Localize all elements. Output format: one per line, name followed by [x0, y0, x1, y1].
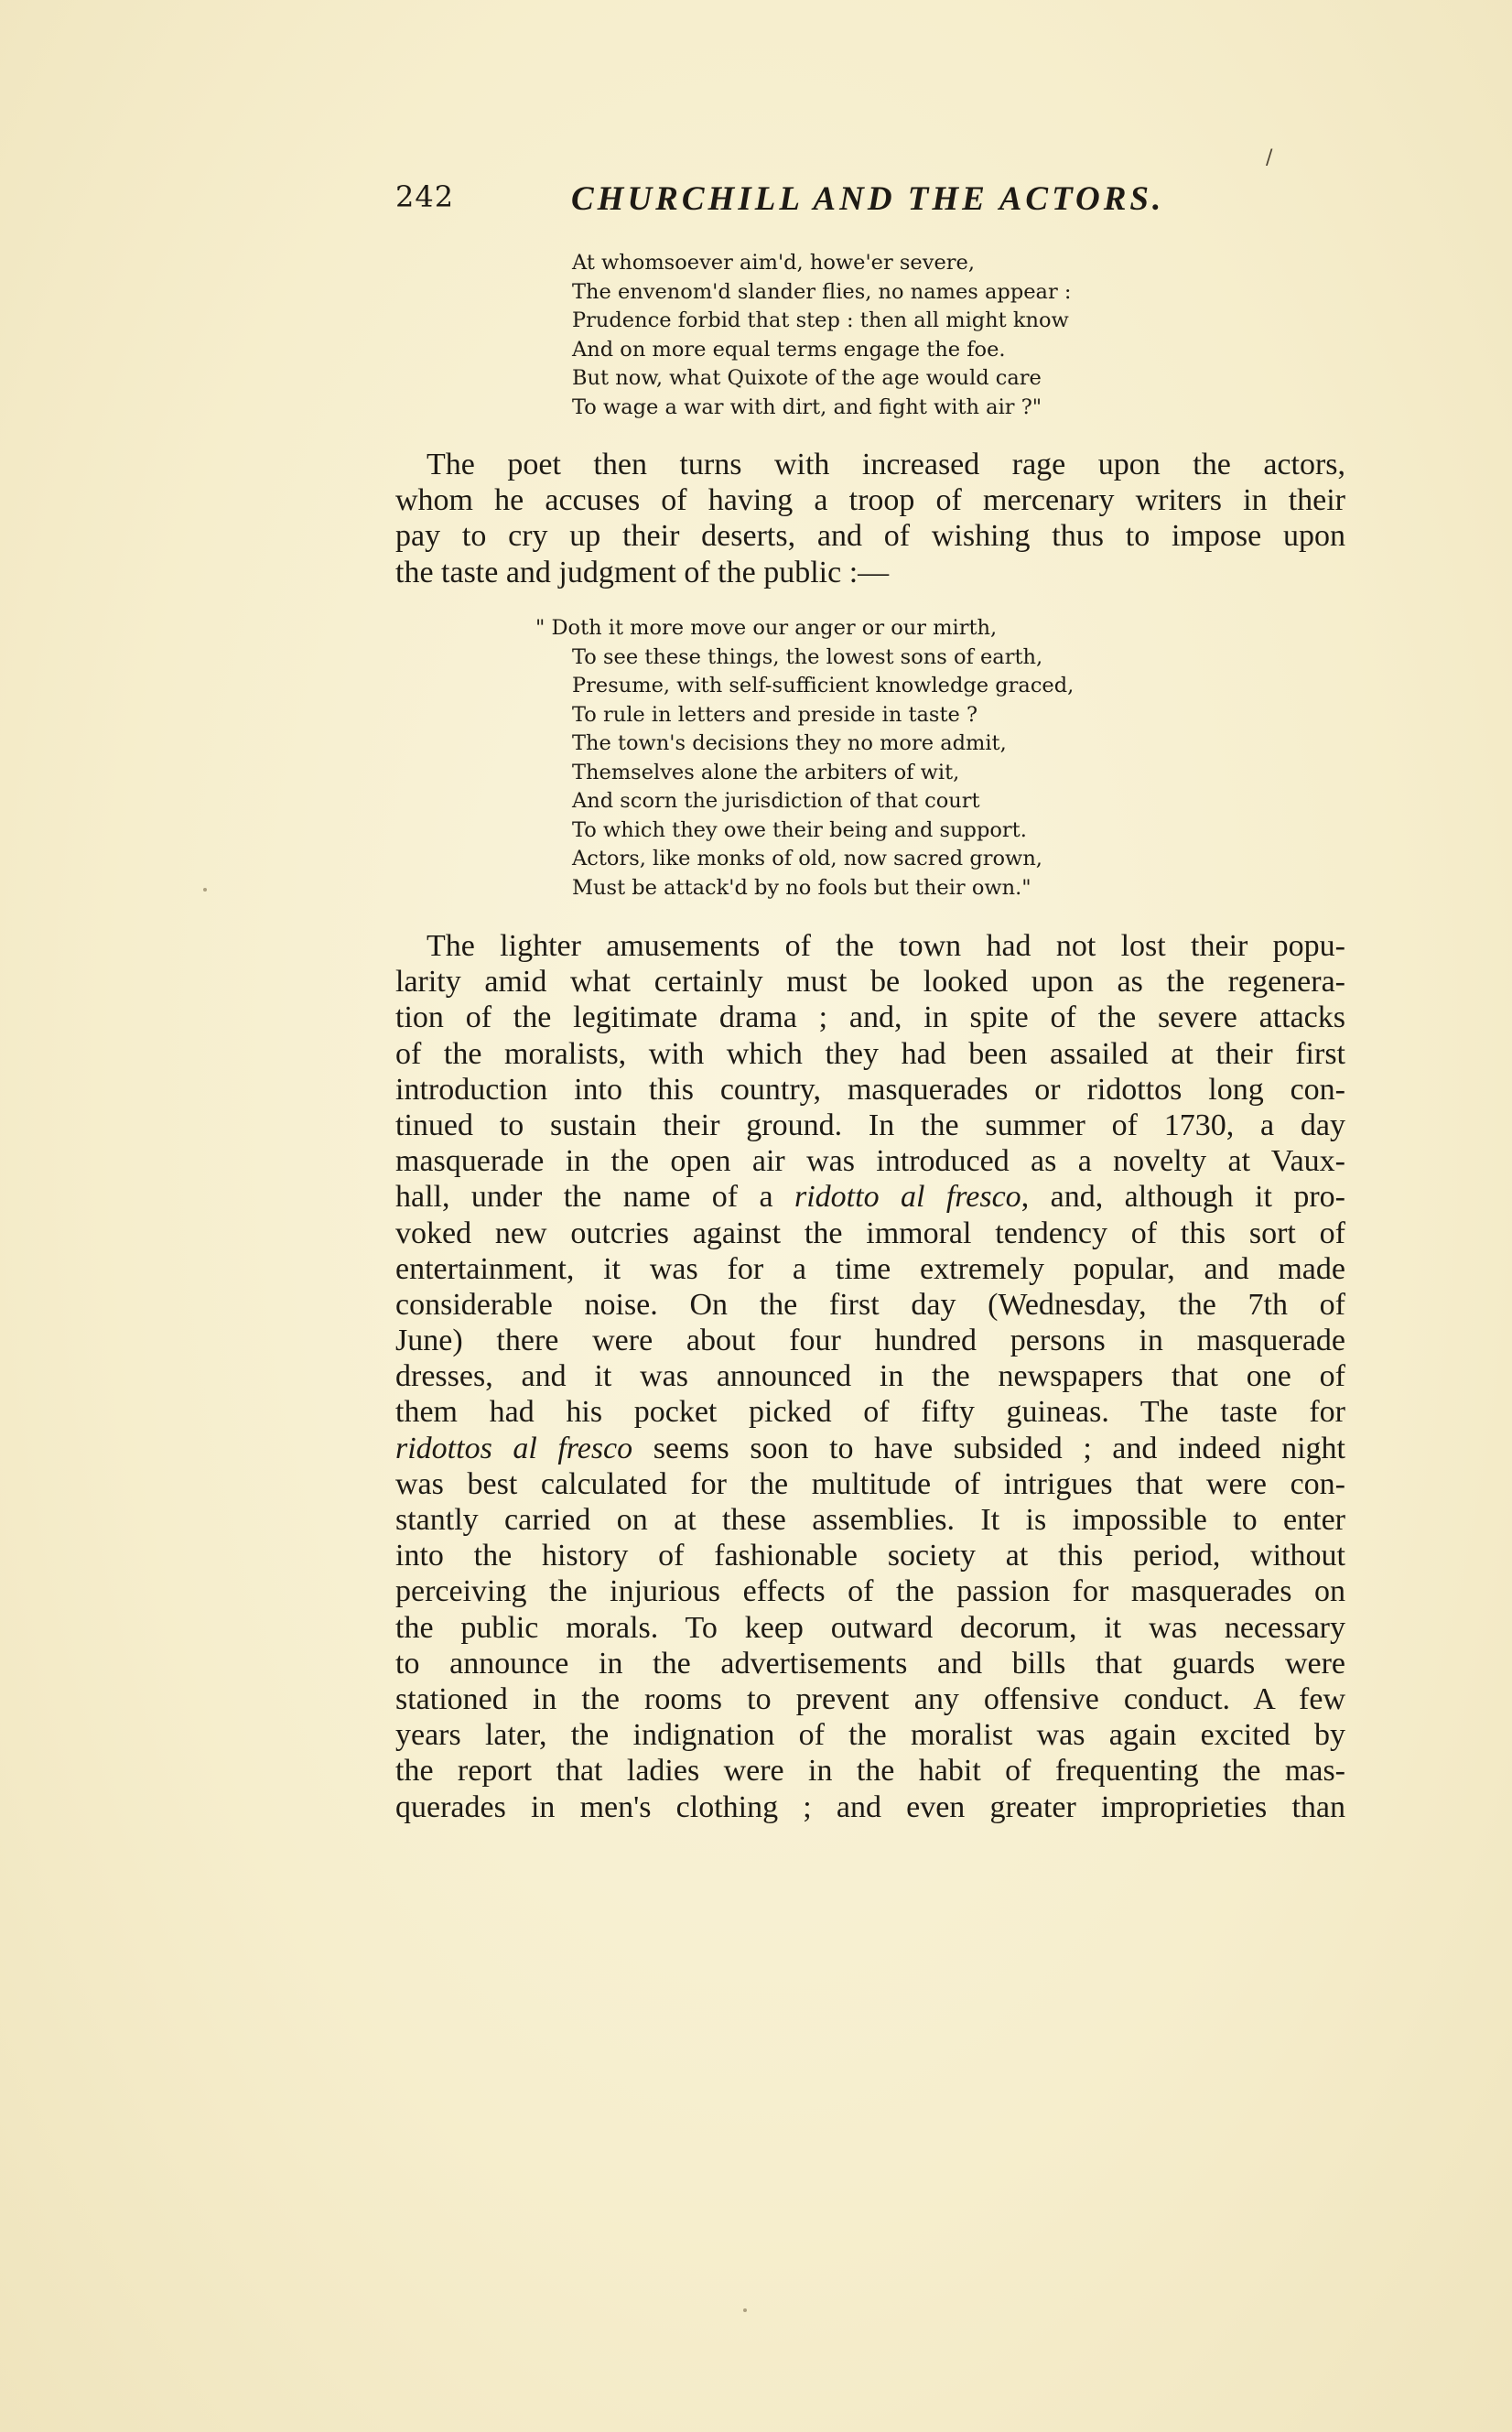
text-line: tinued to sustain their ground. In the summer of 1730, a day	[395, 1108, 1345, 1142]
paper-speck	[743, 2308, 747, 2312]
text-line: was best calculated for the multitude of intrigues that were con-	[395, 1466, 1345, 1501]
text-line: the taste and judgment of the public :—	[395, 555, 890, 589]
text-line	[395, 1179, 1345, 1215]
text-line: of the moralists, with which they had been assailed at their first	[395, 1036, 1345, 1071]
text-line: perceiving the injurious effects of the passion for masquerades on	[395, 1574, 1345, 1609]
verse-line: Prudence forbid that step : then all might know	[572, 308, 1069, 332]
verse-line: " Doth it more move our anger or our mirth,	[535, 616, 998, 640]
text-line: querades in men's clothing ; and even greater improprieties than	[395, 1789, 1345, 1824]
italic-phrase: ridottos al fresco	[395, 1431, 633, 1465]
pencil-tick-mark: /	[1266, 146, 1273, 169]
text-line: them had his pocket picked of fifty guineas. The taste for	[395, 1395, 1345, 1430]
text-line: stantly carried on at these assemblies. It is impossible to enter	[395, 1503, 1345, 1537]
verse-line: And scorn the jurisdiction of that court	[572, 789, 980, 813]
verse-quotation-2	[535, 614, 1074, 903]
text-line: dresses, and it was announced in the newspapers that one of	[395, 1359, 1345, 1394]
verse-line: To see these things, the lowest sons of earth,	[572, 644, 1043, 669]
text-line: into the history of fashionable society at this period, without	[395, 1539, 1345, 1573]
text-line: to announce in the advertisements and bills that guards were	[395, 1646, 1345, 1681]
verse-line: Presume, with self-sufficient knowledge graced,	[572, 674, 1075, 697]
text-line: The lighter amusements of the town had not lost their popu-	[427, 929, 1345, 963]
verse-line: To which they owe their being and support.	[572, 817, 1027, 842]
verse-line: To wage a war with dirt, and fight with air ?"	[572, 395, 1042, 419]
verse-line: To rule in letters and preside in taste ?	[572, 702, 978, 727]
text-line: the report that ladies were in the habit of frequenting the mas-	[395, 1754, 1345, 1789]
verse-line: But now, what Quixote of the age would care	[572, 366, 1042, 390]
running-title: CHURCHILL AND THE ACTORS.	[571, 180, 1165, 218]
italic-phrase: ridotto al fresco	[794, 1180, 1021, 1215]
text-run: , and, although it pro-	[1021, 1180, 1345, 1215]
text-line: stationed in the rooms to prevent any offensive conduct. A few	[395, 1681, 1345, 1716]
text-line: pay to cry up their deserts, and of wishing thus to impose upon	[395, 519, 1345, 554]
verse-line: And on more equal terms engage the foe.	[572, 337, 1006, 362]
running-head	[395, 179, 1219, 227]
text-line: June) there were about four hundred persons in masquerade	[395, 1324, 1345, 1358]
verse-line: The envenom'd slander flies, no names appear :	[572, 279, 1072, 304]
verse-quotation-1	[572, 249, 1071, 422]
paragraph-2	[395, 928, 1345, 1825]
text-line: considerable noise. On the first day (Wednesday, the 7th of	[395, 1287, 1345, 1322]
text-line: whom he accuses of having a troop of mercenary writers in their	[395, 483, 1345, 518]
text-line: masquerade in the open air was introduced as a novelty at Vaux-	[395, 1144, 1345, 1179]
text-run: seems soon to have subsided ; and indeed night	[632, 1431, 1345, 1465]
text-run: hall, under the name of a	[395, 1180, 794, 1215]
verse-line: Themselves alone the arbiters of wit,	[572, 760, 960, 784]
verse-line: The town's decisions they no more admit,	[572, 731, 1007, 755]
text-line: entertainment, it was for a time extremely popular, and made	[395, 1251, 1345, 1286]
text-line: The poet then turns with increased rage upon the actors,	[427, 448, 1345, 481]
verse-line: Must be attack'd by no fools but their own."	[572, 875, 1031, 900]
text-line: voked new outcries against the immoral tendency of this sort of	[395, 1216, 1345, 1250]
text-line: the public morals. To keep outward decorum, it was necessary	[395, 1610, 1345, 1645]
paragraph-1	[395, 447, 1345, 590]
verse-line: Actors, like monks of old, now sacred grown,	[572, 847, 1042, 870]
page-number: 242	[395, 179, 455, 214]
text-line: years later, the indignation of the moralist was again excited by	[395, 1718, 1345, 1753]
text-line: introduction into this country, masquerades or ridottos long con-	[395, 1072, 1345, 1107]
text-line	[395, 1431, 1345, 1466]
verse-line: At whomsoever aim'd, howe'er severe,	[572, 251, 975, 275]
paper-speck	[203, 888, 207, 892]
text-line: larity amid what certainly must be looked upon as the regenera-	[395, 965, 1345, 1000]
text-line: tion of the legitimate drama ; and, in spite of the severe attacks	[395, 1000, 1345, 1035]
